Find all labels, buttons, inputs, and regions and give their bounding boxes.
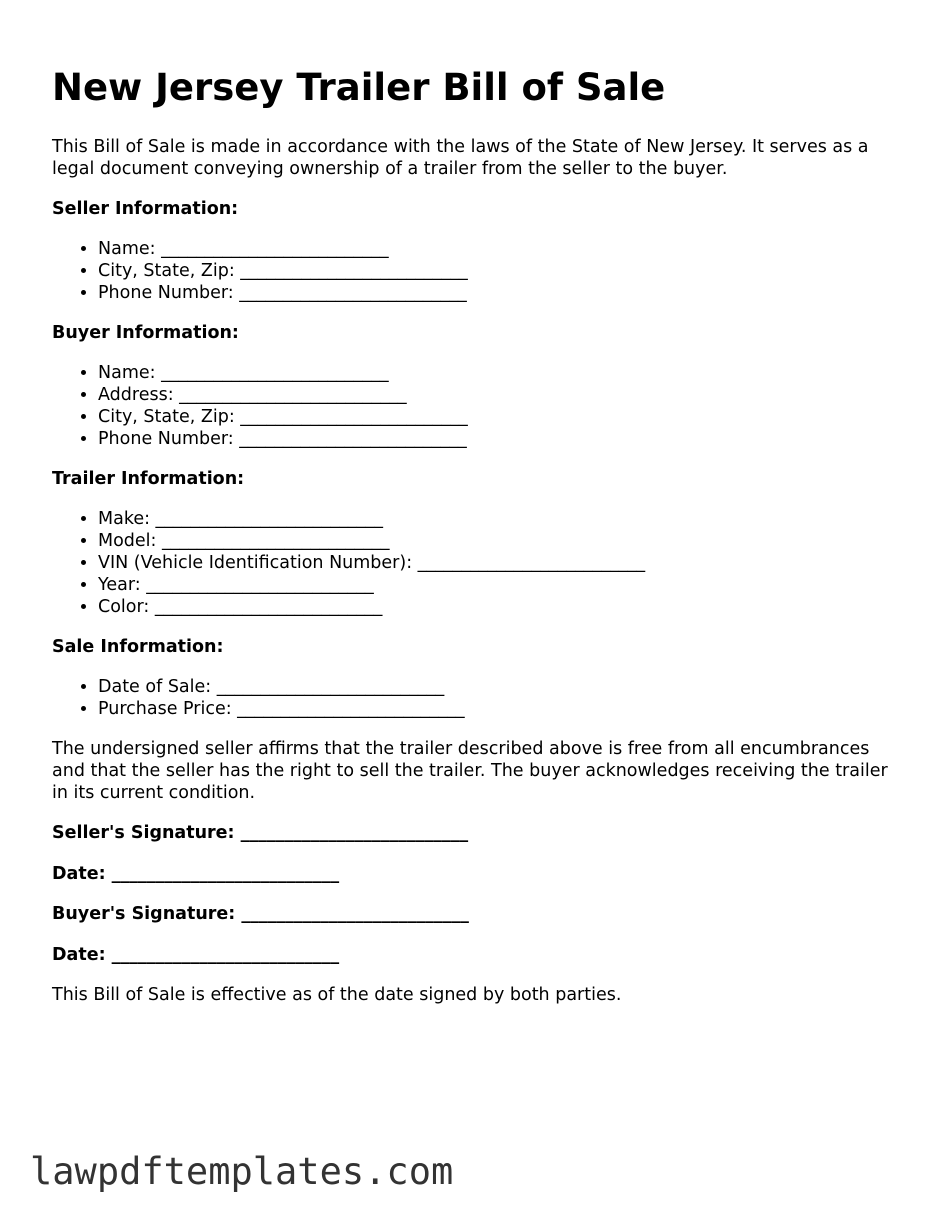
seller-date-line: Date: __________________________ [52,863,340,884]
sale-section-heading: Sale Information: [52,637,224,657]
seller-phone-field: • Phone Number: __________________________ [98,282,892,304]
watermark-text: lawpdftemplates.com [30,1150,454,1193]
intro-paragraph: This Bill of Sale is made in accordance with the laws of the State of New Jersey. It serves as a legal document conveying ownership of a trailer from the seller to the buyer. [52,137,869,179]
sale-date-field: • Date of Sale: __________________________ [98,676,892,698]
buyer-date-line: Date: __________________________ [52,944,340,965]
closing-paragraph: This Bill of Sale is effective as of the date signed by both parties. [52,985,622,1006]
buyer-field-list [52,362,892,450]
document-title: New Jersey Trailer Bill of Sale [52,66,666,109]
buyer-city-state-zip-field: • City, State, Zip: __________________________ [98,406,892,428]
sale-price-field: • Purchase Price: __________________________ [98,698,892,720]
seller-section-heading: Seller Information: [52,199,239,219]
seller-name-field: • Name: __________________________ [98,238,892,260]
buyer-signature-line: Buyer's Signature: __________________________ [52,904,469,925]
trailer-year-field: • Year: __________________________ [98,574,892,596]
seller-field-list [52,238,892,304]
trailer-field-list [52,508,892,618]
trailer-section-heading: Trailer Information: [52,469,245,489]
sale-field-list [52,676,892,720]
affirmation-paragraph: The undersigned seller affirms that the trailer described above is free from all encumbrances and that the seller has the right to sell the trailer. The buyer acknowledges receiving the trailer in its current condition. [52,739,888,803]
trailer-model-field: • Model: __________________________ [98,530,892,552]
seller-signature-line: Seller's Signature: __________________________ [52,823,469,843]
seller-city-state-zip-field: • City, State, Zip: __________________________ [98,260,892,282]
document-body [52,136,892,1024]
trailer-vin-field: • VIN (Vehicle Identification Number): __________________________ [98,552,892,574]
buyer-address-field: • Address: __________________________ [98,384,892,406]
buyer-phone-field: • Phone Number: __________________________ [98,428,892,450]
trailer-color-field: • Color: __________________________ [98,596,892,618]
buyer-section-heading: Buyer Information: [52,323,239,343]
buyer-name-field: • Name: __________________________ [98,362,892,384]
trailer-make-field: • Make: __________________________ [98,508,892,530]
